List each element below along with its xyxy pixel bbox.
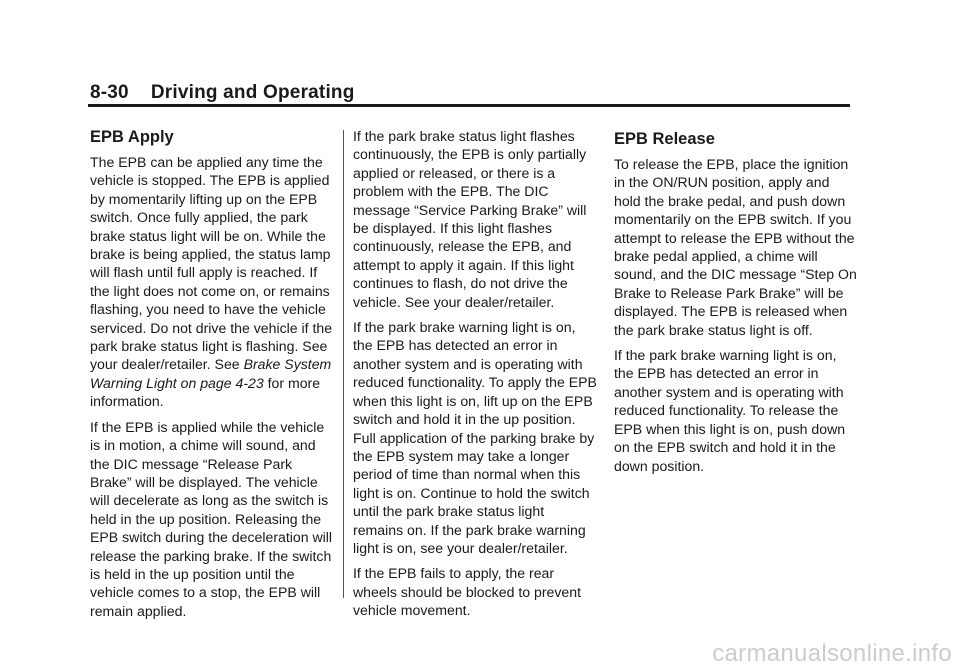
page-number: 8-30 (90, 82, 129, 103)
paragraph-text: The EPB can be applied any time the vehicle is stopped. The EPB is applied by momentarily lifting up on the EPB switch. Once fully applied, the park brake status light will be on. While the brake is being applied, the status lamp will flash until full apply is reached. If the light does not come on, or remains flashing, you need to have the vehicle serviced. Do not drive the vehicle if the park brake status light is flashing. See your dealer/retailer. See (90, 154, 333, 373)
paragraph-epb-release-1: To release the EPB, place the ignition in the ON/RUN position, apply and hold the brake pedal, and push down momentarily on the EPB switch. If you attempt to release the EPB without the brake pedal applied, a chime will sound, and the DIC message “Step On Brake to Release Park Brake” will be displayed. The EPB is released when the park brake status light is off. (614, 156, 857, 338)
column-2 (353, 127, 598, 627)
watermark: carmanualsonline.info (712, 640, 952, 667)
paragraph-warning-light-apply: If the park brake warning light is on, the EPB has detected an error in another system and is operating with reduced functionality. To apply the EPB when this light is on, lift up on the EPB switch and hold it in the up position. Full application of the parking brake by the EPB system may take a longer period of time than normal when this light is on. Continue to hold the switch until the park brake status light remains on. If the park brake warning light is on, see your dealer/retailer. (353, 319, 597, 556)
heading-epb-release: EPB Release (614, 130, 715, 148)
page-header (90, 82, 355, 104)
column-3 (614, 127, 859, 482)
heading-epb-apply: EPB Apply (90, 128, 174, 146)
header-rule (88, 104, 850, 107)
paragraph-epb-release-2: If the park brake warning light is on, the EPB has detected an error in another system and is operating with reduced functionality. To release the EPB when this light is on, push down on the EPB switch and hold it in the down position. (614, 347, 846, 474)
section-title: Driving and Operating (150, 82, 355, 103)
paragraph-epb-apply-1 (90, 153, 335, 411)
cross-reference-link[interactable]: Brake System Warning Light on page 4‑23 (90, 356, 332, 391)
paragraph-text: for more information. (90, 374, 321, 410)
paragraph-status-light-flashes: If the park brake status light flashes continuously, the EPB is only partially applied or released, or there is a problem with the EPB. The DIC message “Service Parking Brake” will be displayed. If this light flashes continuously, release the EPB, and attempt to apply it again. If this light continues to flash, do not drive the vehicle. See your dealer/retailer. (353, 128, 587, 310)
column-divider (343, 130, 344, 598)
column-1 (90, 127, 335, 627)
paragraph-epb-apply-2: If the EPB is applied while the vehicle is in motion, a chime will sound, and the DIC message “Release Park Brake” will be displayed. The vehicle will decelerate as long as the switch is held in the up position. Releasing the EPB switch during the deceleration will release the parking brake. If the switch is held in the up position until the vehicle comes to a stop, the EPB will remain applied. (90, 418, 333, 619)
paragraph-epb-fails: If the EPB fails to apply, the rear wheels should be blocked to prevent vehicle movement. (353, 565, 581, 619)
